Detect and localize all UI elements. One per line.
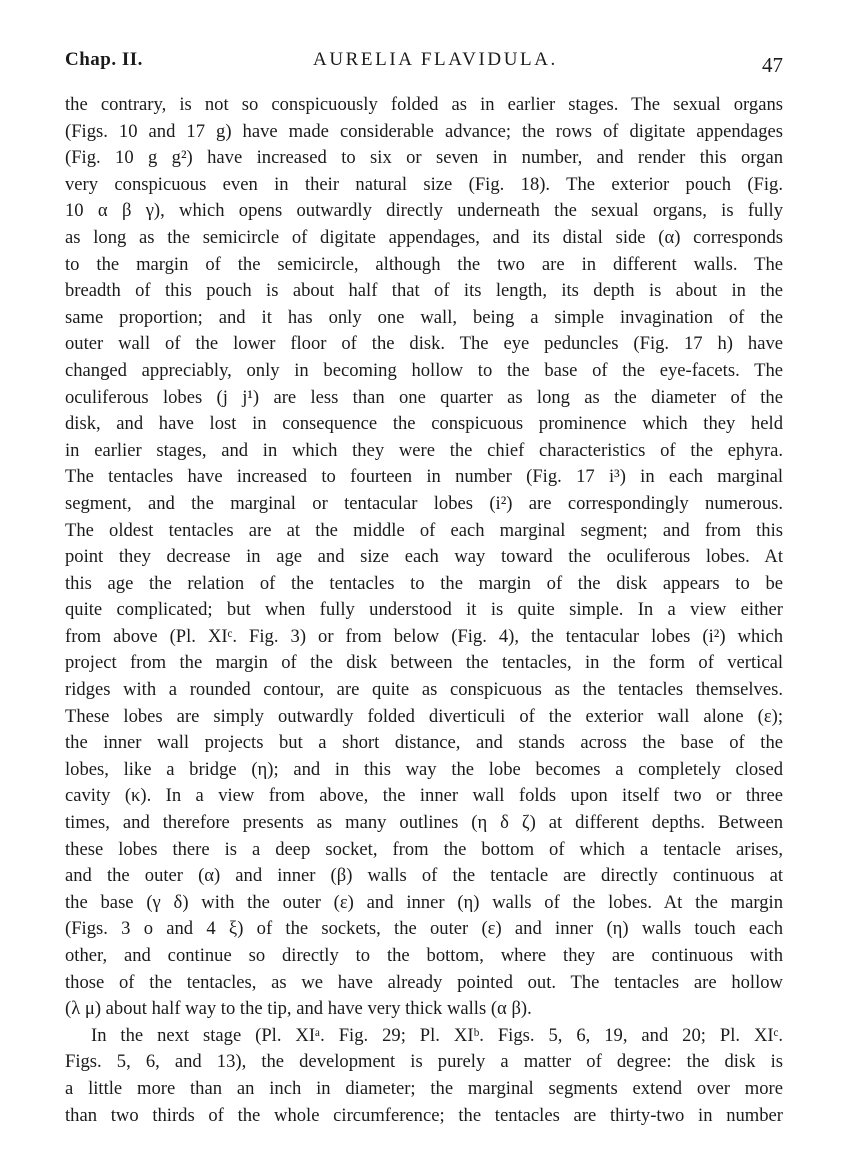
running-title: AURELIA FLAVIDULA. — [313, 49, 558, 70]
text-line: to the margin of the semicircle, although the two are in different walls. The — [65, 253, 783, 275]
text-line: project from the margin of the disk between the tentacles, in the form of vertical — [65, 652, 783, 674]
text-line: segment, and the marginal or tentacular lobes (i²) are correspondingly numerous. — [65, 492, 783, 514]
text-line: other, and continue so directly to the bottom, where they are continuous with — [65, 945, 783, 966]
text-line: lobes, like a bridge (η); and in this way the lobe becomes a completely closed — [65, 758, 783, 780]
text-line: The tentacles have increased to fourteen in number (Fig. 17 i³) in each marginal — [65, 466, 783, 488]
text-line: than two thirds of the whole circumference; the tentacles are thirty-two in number — [65, 1104, 783, 1126]
text-line: point they decrease in age and size each way toward the oculiferous lobes. At — [65, 546, 783, 568]
text-line: breadth of this pouch is about half that of its length, its depth is about in the — [65, 280, 783, 302]
text-line: Figs. 5, 6, and 13), the development is purely a matter of degree: the disk is — [65, 1051, 783, 1073]
text-line: ridges with a rounded contour, are quite as conspicuous as the tentacles themselves. — [65, 679, 783, 701]
text-line: very conspicuous even in their natural size (Fig. 18). The exterior pouch (Fig. — [65, 173, 783, 195]
text-line: In the next stage (Pl. XIᵃ. Fig. 29; Pl. XIᵇ. Figs. 5, 6, 19, and 20; Pl. XIᶜ. — [91, 1024, 783, 1046]
text-line: oculiferous lobes (j j¹) are less than one quarter as long as the diameter of the — [65, 386, 783, 408]
text-line: (λ μ) about half way to the tip, and have very thick walls (α β). — [65, 998, 532, 1020]
text-line: disk, and have lost in consequence the conspicuous prominence which they held — [65, 413, 783, 435]
running-header — [65, 47, 783, 77]
text-line: outer wall of the lower floor of the disk. The eye peduncles (Fig. 17 h) have — [65, 333, 783, 355]
text-line: times, and therefore presents as many outlines (η δ ζ) at different depths. Between — [65, 812, 783, 834]
text-line: cavity (κ). In a view from above, the inner wall folds upon itself two or three — [65, 785, 783, 807]
text-line: The oldest tentacles are at the middle of each marginal segment; and from this — [65, 519, 783, 541]
text-line: (Fig. 10 g g²) have increased to six or seven in number, and render this organ — [65, 147, 783, 169]
text-line: (Figs. 10 and 17 g) have made considerable advance; the rows of digitate appendages — [65, 120, 783, 142]
chapter-label: Chap. II. — [65, 49, 143, 70]
text-line: the inner wall projects but a short distance, and stands across the base of the — [65, 732, 783, 754]
text-line: a little more than an inch in diameter; the marginal segments extend over more — [65, 1077, 783, 1099]
page-number: 47 — [762, 53, 783, 77]
text-line: changed appreciably, only in becoming hollow to the base of the eye-facets. The — [65, 359, 783, 381]
text-line: from above (Pl. XIᶜ. Fig. 3) or from below (Fig. 4), the tentacular lobes (i²) which — [65, 625, 783, 647]
text-line: quite complicated; but when fully understood it is quite simple. In a view either — [65, 599, 783, 621]
text-line: These lobes are simply outwardly folded diverticuli of the exterior wall alone (ε); — [65, 705, 783, 727]
text-line: (Figs. 3 o and 4 ξ) of the sockets, the outer (ε) and inner (η) walls touch each — [65, 918, 783, 940]
text-line: these lobes there is a deep socket, from the bottom of which a tentacle arises, — [65, 838, 783, 860]
text-line: as long as the semicircle of digitate appendages, and its distal side (α) corresponds — [65, 226, 783, 248]
text-line: those of the tentacles, as we have already pointed out. The tentacles are hollow — [65, 971, 783, 993]
text-line: this age the relation of the tentacles to the margin of the disk appears to be — [65, 572, 783, 594]
text-line: 10 α β γ), which opens outwardly directly underneath the sexual organs, is fully — [65, 200, 783, 222]
text-line: in earlier stages, and in which they were the chief characteristics of the ephyra. — [65, 439, 783, 461]
text-line: the base (γ δ) with the outer (ε) and inner (η) walls of the lobes. At the margin — [65, 891, 783, 913]
text-line: the contrary, is not so conspicuously folded as in earlier stages. The sexual organs — [65, 94, 783, 115]
text-line: same proportion; and it has only one wall, being a simple invagination of the — [65, 306, 783, 328]
body-text — [65, 92, 783, 1129]
text-line: and the outer (α) and inner (β) walls of the tentacle are directly continuous at — [65, 865, 783, 887]
